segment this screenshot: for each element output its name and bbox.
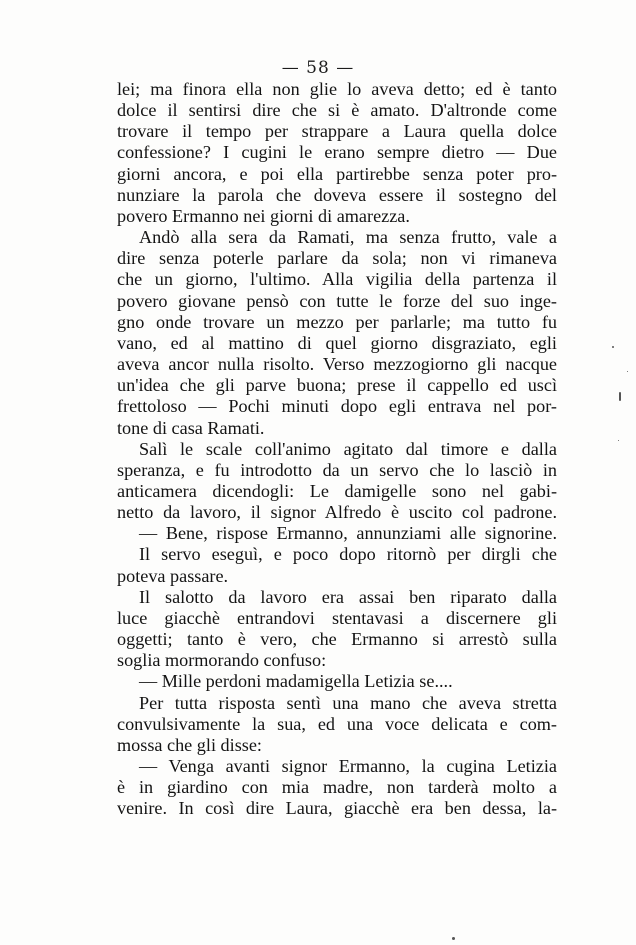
text-line: Andò alla sera da Ramati, ma senza frutto, vale a bbox=[139, 227, 557, 248]
page-number: — 58 — bbox=[281, 58, 355, 78]
text-line: confessione? I cugini le erano sempre dietro — Due bbox=[117, 142, 557, 163]
text-line: — Venga avanti signor Ermanno, la cugina Letizia bbox=[139, 756, 557, 776]
text-line: vano, ed al mattino di quel giorno disgraziato, egli bbox=[117, 332, 557, 353]
scan-speck bbox=[618, 440, 619, 441]
text-line: anticamera dicendogli: Le damigelle sono nel gabi- bbox=[117, 480, 557, 501]
text-line: un'idea che gli parve buona; prese il cappello ed uscì bbox=[117, 375, 557, 396]
scan-speck bbox=[612, 346, 614, 348]
text-line: gno onde trovare un mezzo per parlarle; ma tutto fu bbox=[117, 311, 557, 332]
text-line: Per tutta risposta sentì una mano che aveva stretta bbox=[139, 692, 557, 713]
text-line: mossa che gli disse: bbox=[117, 734, 262, 755]
text-line: convulsivamente la sua, ed una voce delicata e com- bbox=[117, 713, 557, 734]
text-line: povero Ermanno nei giorni di amarezza. bbox=[117, 205, 410, 226]
text-line: giorni ancora, e poi ella partirebbe senza poter pro- bbox=[117, 163, 557, 184]
text-line: che un giorno, l'ultimo. Alla vigilia della partenza il bbox=[117, 269, 557, 290]
text-line: netto da lavoro, il signor Alfredo è uscito col padrone. bbox=[117, 502, 557, 523]
text-line: — Bene, rispose Ermanno, annunziami alle signorine. bbox=[139, 523, 557, 544]
text-line: soglia mormorando confuso: bbox=[117, 650, 327, 671]
text-line: luce giacchè entrandovi stentavasi a discernere gli bbox=[117, 607, 557, 628]
text-line: nunziare la parola che doveva essere il sostegno del bbox=[117, 184, 557, 205]
text-line: venire. In così dire Laura, giacchè era ben dessa, la- bbox=[117, 798, 557, 819]
text-line: dire senza poterle parlare da sola; non vi rimaneva bbox=[117, 248, 557, 269]
text-line: trovare il tempo per strappare a Laura quella dolce bbox=[117, 121, 557, 142]
text-line: — Mille perdoni madamigella Letizia se.... bbox=[139, 671, 453, 692]
text-line: è in giardino con mia madre, non tarderà molto a bbox=[117, 777, 557, 798]
scan-speck bbox=[619, 392, 621, 401]
body-text bbox=[117, 79, 557, 819]
text-line: aveva ancor nulla risolto. Verso mezzogiorno gli nacque bbox=[117, 354, 557, 375]
text-line: frettoloso — Pochi minuti dopo egli entrava nel por- bbox=[117, 396, 557, 417]
text-line: Il salotto da lavoro era assai ben riparato dalla bbox=[139, 586, 557, 607]
text-line: tone di casa Ramati. bbox=[117, 417, 265, 438]
text-line: povero giovane pensò con tutte le forze del suo inge- bbox=[117, 290, 557, 311]
text-line: lei; ma finora ella non glie lo aveva detto; ed è tanto bbox=[117, 79, 557, 99]
text-line: dolce il sentirsi dire che si è amato. D'altronde come bbox=[117, 100, 557, 121]
text-line: oggetti; tanto è vero, che Ermanno si arrestò sulla bbox=[117, 629, 557, 650]
text-line: Il servo eseguì, e poco dopo ritornò per dirgli che bbox=[139, 544, 557, 565]
text-line: Salì le scale coll'animo agitato dal timore e dalla bbox=[139, 438, 557, 459]
text-line: speranza, e fu introdotto da un servo che lo lasciò in bbox=[117, 459, 557, 480]
scan-speck bbox=[627, 371, 628, 372]
text-line: poteva passare. bbox=[117, 565, 229, 586]
scan-speck bbox=[452, 937, 455, 940]
